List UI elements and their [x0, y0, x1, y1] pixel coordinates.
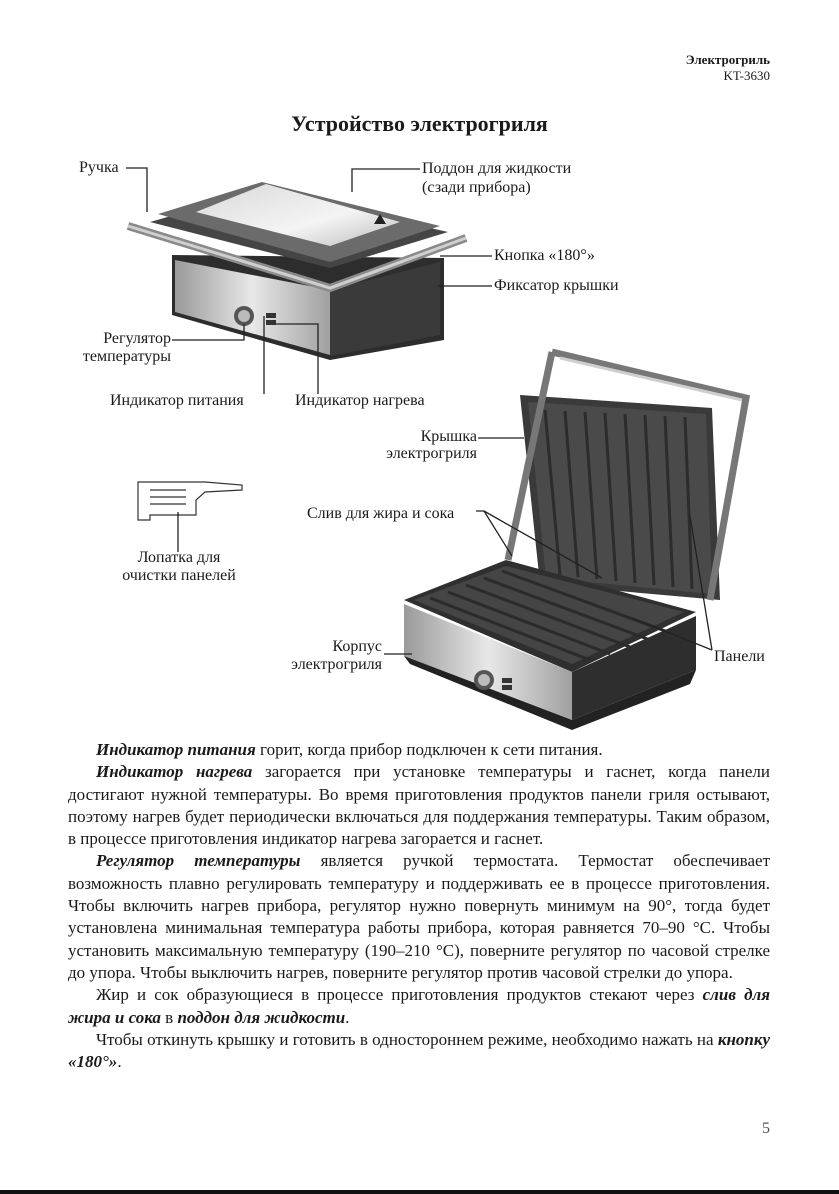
- label-spatula-1: Лопатка для: [137, 549, 221, 566]
- label-drip-tray: Поддон для жидкости: [422, 160, 572, 177]
- paragraph-text: горит, когда прибор подключен к сети питания.: [255, 740, 603, 759]
- term-drain: слив для жира и сока: [68, 985, 770, 1027]
- label-lid-2: электрогриля: [386, 445, 477, 462]
- label-power-indicator: Индикатор питания: [110, 392, 244, 409]
- header-model: KT-3630: [723, 68, 770, 83]
- term-thermostat: Регулятор температуры: [96, 851, 301, 871]
- label-spatula-2: очистки панелей: [122, 567, 236, 584]
- paragraph-text: Чтобы откинуть крышку и готовить в одностороннем режиме, необходимо нажать на: [96, 1029, 718, 1049]
- paragraph: [68, 850, 770, 984]
- page-title: Устройство электрогриля: [291, 111, 548, 136]
- spatula-drawing: [138, 482, 242, 520]
- label-lid-1: Крышка: [420, 428, 477, 445]
- paragraph-text: .: [345, 1007, 350, 1027]
- page-number: 5: [762, 1120, 770, 1137]
- bottom-rule: [0, 1190, 839, 1194]
- paragraph-text: загорается при установке температуры и гаснет, когда панели достигают нужной температуры. Во время приготовления продуктов панели гриля остывают, поэтому нагрев будет периодически включаться для поддержания температуры. Таким образом, в процессе приготовления индикатор нагрева загорается и гаснет.: [68, 762, 770, 849]
- paragraph-text: в: [160, 1007, 178, 1027]
- paragraph: [68, 761, 770, 850]
- label-thermostat-1: Регулятор: [103, 330, 171, 347]
- label-body-1: Корпус: [332, 638, 382, 655]
- label-body-2: электрогриля: [291, 656, 382, 673]
- label-lid-lock: Фиксатор крышки: [494, 277, 619, 294]
- label-drip-tray-note: (сзади прибора): [422, 179, 531, 196]
- label-heat-indicator: Индикатор нагрева: [295, 392, 425, 409]
- paragraph: [68, 984, 770, 1029]
- label-plates: Панели: [714, 648, 765, 665]
- term-heat-indicator: Индикатор нагрева: [96, 762, 253, 782]
- header-product: Электрогриль: [685, 52, 770, 67]
- term-drip-tray: поддон для жидкости: [177, 1007, 346, 1027]
- label-thermostat-2: температуры: [82, 348, 171, 365]
- label-button-180: Кнопка «180°»: [494, 247, 595, 264]
- description-text: [68, 739, 770, 1073]
- paragraph-text: Жир и сок образующиеся в процессе приготовления продуктов стекают через: [96, 985, 703, 1005]
- term-power-indicator: Индикатор питания: [96, 740, 256, 759]
- paragraph-text: .: [117, 1052, 122, 1072]
- paragraph-text: является ручкой термостата. Термостат обеспечивает возможность плавно регулировать температуру и поддерживать ее в процессе приготовления. Чтобы включить нагрев прибора, регулятор нужно повернуть минимум на 90°, тогда будет установлена минимальная температура работы прибора, которая равняется 70–90 °С. Чтобы установить максимальную температуру (190–210 °С), поверните регулятор по часовой стрелке до упора. Чтобы выключить нагрев, поверните регулятор против часовой стрелки до упора.: [68, 851, 771, 982]
- paragraph: [68, 739, 770, 761]
- label-drain: Слив для жира и сока: [307, 505, 455, 522]
- label-handle: Ручка: [79, 159, 119, 176]
- paragraph: [68, 1029, 770, 1074]
- term-button-180: кнопку «180°»: [68, 1029, 770, 1072]
- closed-grill: [128, 182, 466, 360]
